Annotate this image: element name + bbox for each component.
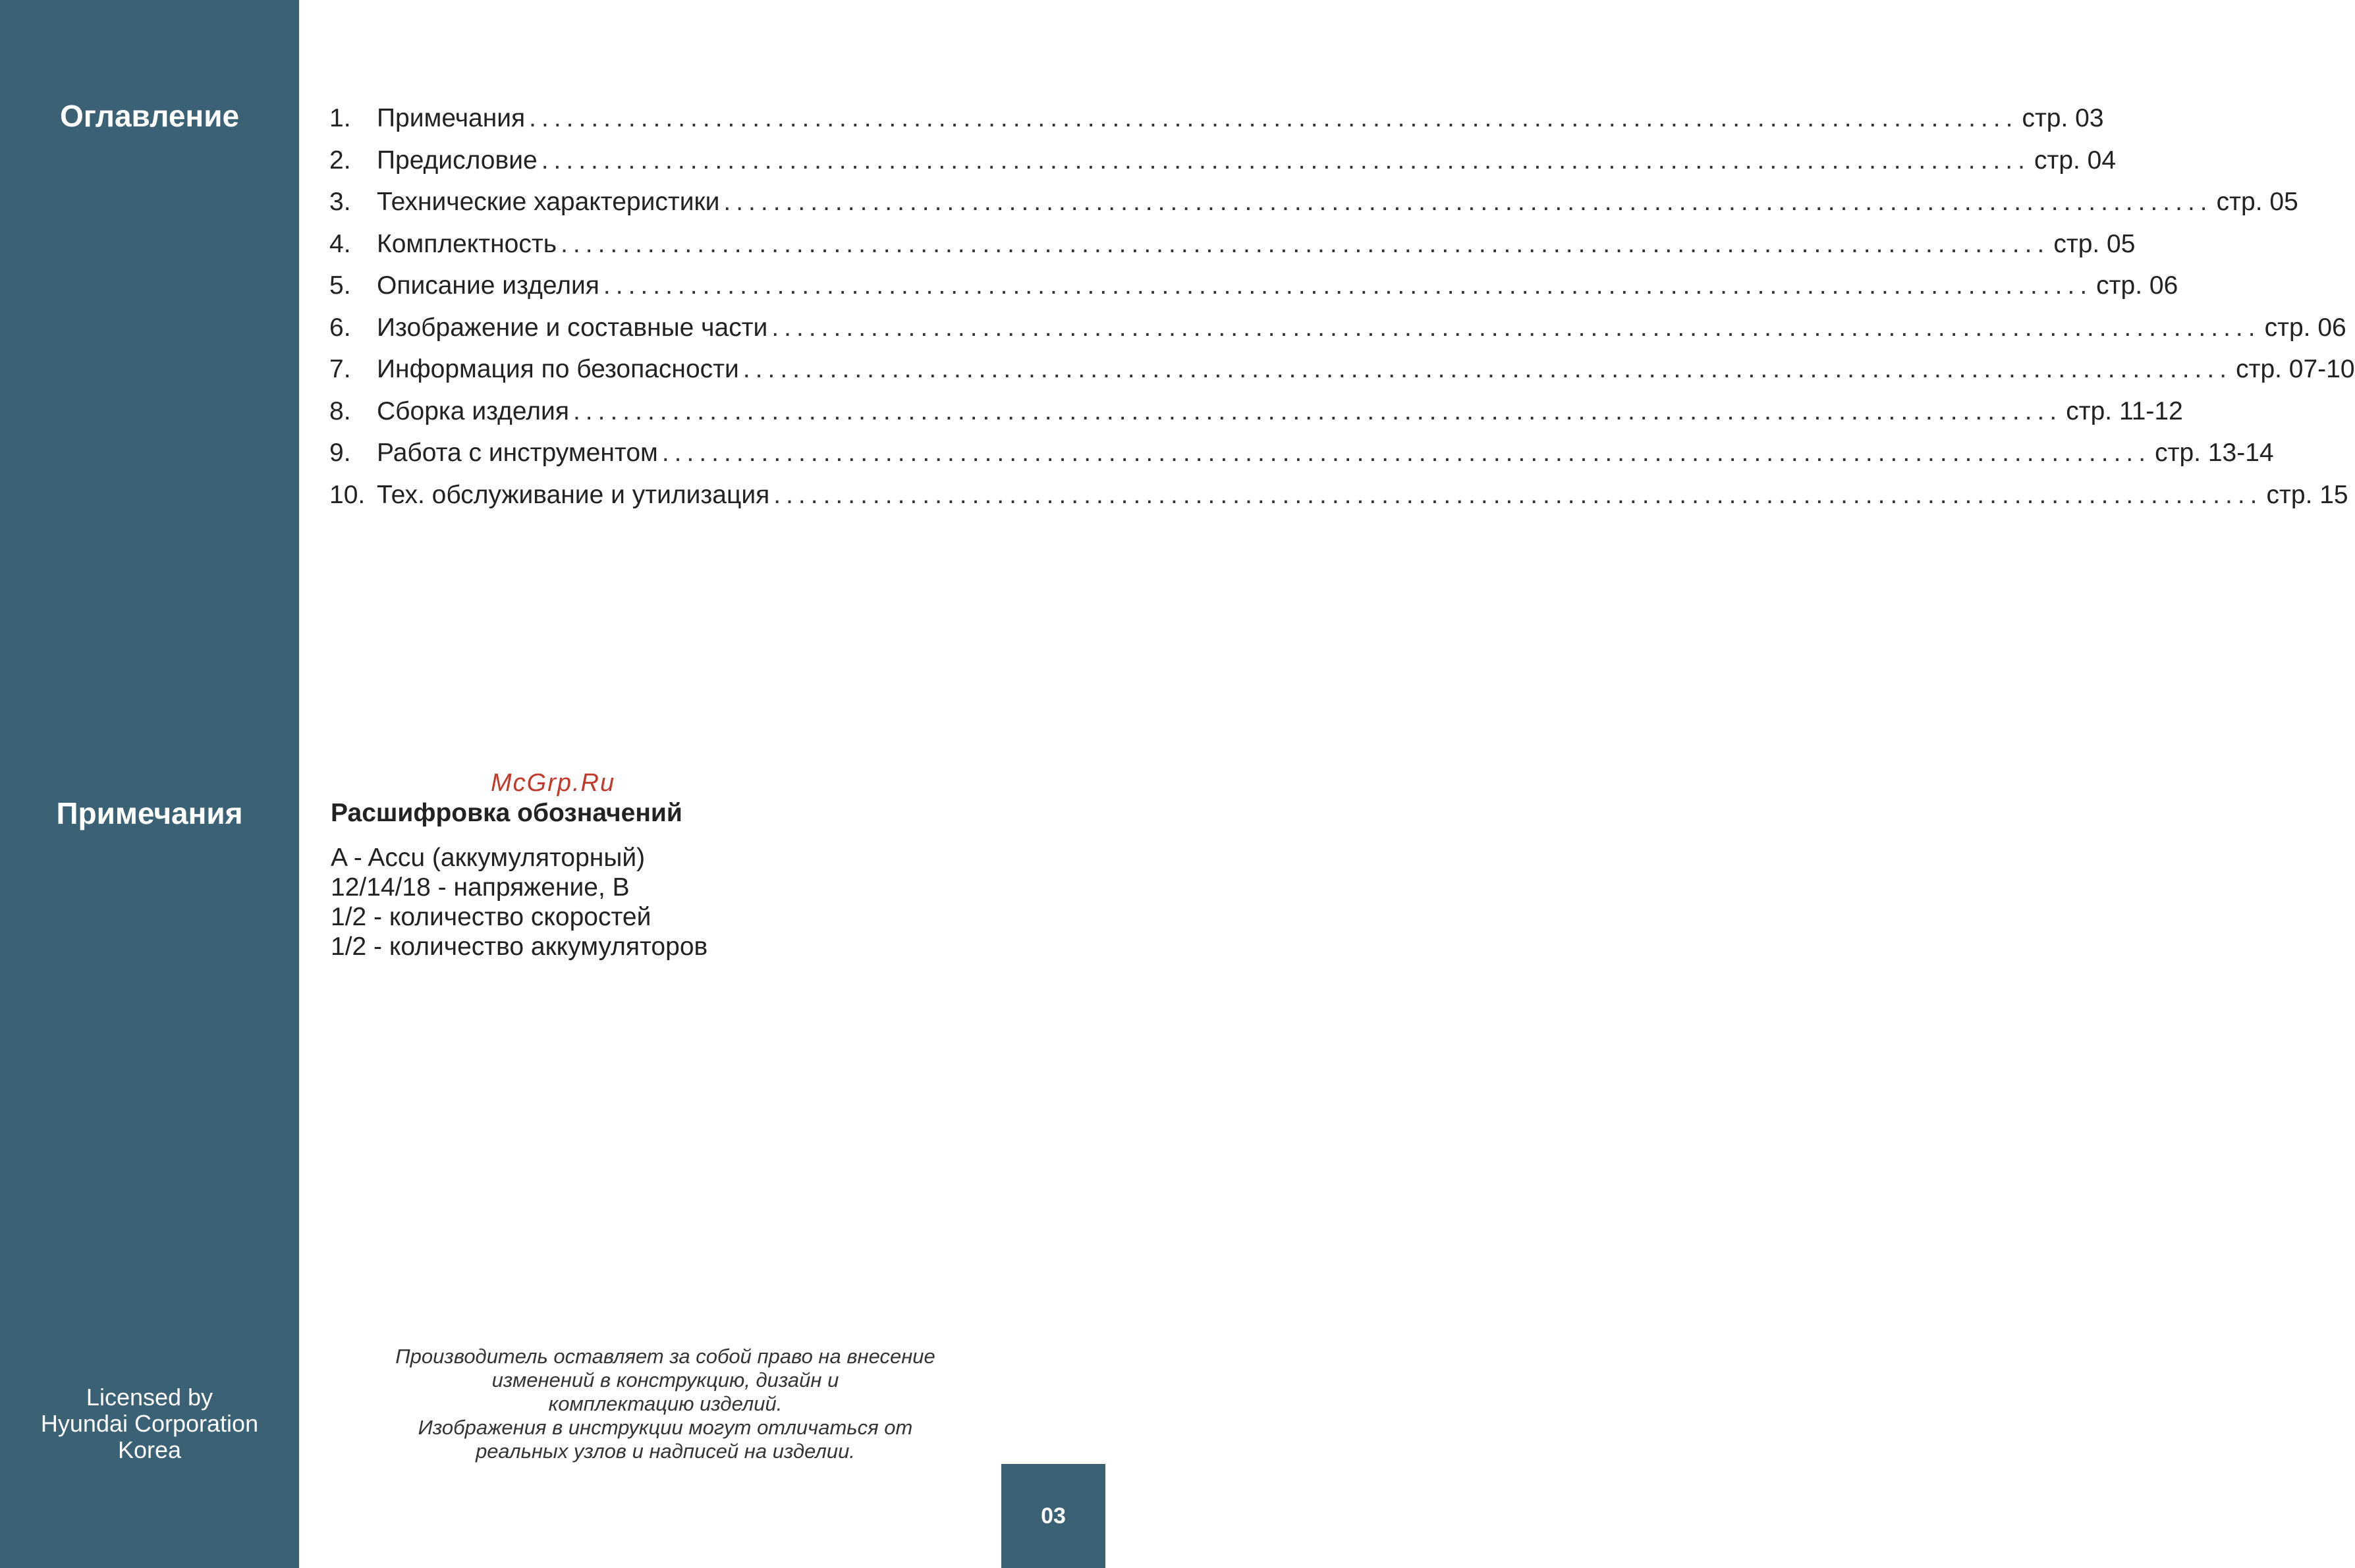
disclaimer-line: реальных узлов и надписей на изделии. [476,1440,855,1463]
toc-item-page: стр. 03 [2022,104,2104,132]
toc-item-page: стр. 11-12 [2066,396,2183,425]
toc-item-title: Описание изделия [377,271,599,300]
license-block [0,1384,299,1463]
toc-item-number: 3. [329,188,351,216]
toc-item-page: стр. 06 [2096,271,2178,300]
notes-line: 1/2 - количество аккумуляторов [331,933,708,961]
toc-item-title: Комплектность [377,229,557,258]
notes-line: 1/2 - количество скоростей [331,903,651,931]
toc-item-title: Изображение и составные части [377,313,768,342]
toc-item-number: 4. [329,229,351,258]
toc-item-page: стр. 05 [2053,229,2136,258]
toc-item[interactable] [329,185,2298,227]
toc-item-page: стр. 15 [2266,480,2348,509]
toc-item-number: 1. [329,104,351,132]
disclaimer-line: Изображения в инструкции могут отличаться от [418,1416,913,1439]
toc-heading: Оглавление [59,99,240,133]
notes-line: 12/14/18 - напряжение, В [331,873,630,902]
toc-leader-dots: ........................................................................................................................ [603,271,2093,300]
disclaimer [369,1345,962,1463]
toc-item-title: Примечания [377,104,526,132]
toc-item[interactable] [329,144,2117,186]
toc-item-number: 5. [329,271,351,300]
notes-subheading: Расшифровка обозначений [331,799,682,827]
toc-leader-dots: ........................................................................................................................ [771,313,2261,342]
toc-leader-dots: ........................................................................................................................ [661,439,2151,467]
toc-leader-dots: ........................................................................................................................ [773,480,2263,509]
toc-item-title: Сборка изделия [377,396,569,425]
toc-item-page: стр. 06 [2264,313,2346,342]
toc-leader-dots: ........................................................................................................................ [742,355,2232,383]
toc-item-page: стр. 04 [2034,146,2117,175]
toc-leader-dots: ........................................................................................................................ [723,188,2213,216]
toc-item[interactable] [329,269,2178,311]
disclaimer-line: Производитель оставляет за собой право на внесение [395,1345,935,1368]
toc-item-number: 9. [329,439,351,467]
toc-item-title: Информация по безопасности [377,355,739,383]
toc-item-title: Предисловие [377,146,538,175]
notes-line: A - Accu (аккумуляторный) [331,844,646,872]
toc-item-page: стр. 13-14 [2155,439,2274,467]
toc-item-title: Технические характеристики [377,188,720,216]
toc-item-number: 6. [329,313,351,342]
toc-item[interactable] [329,478,2348,520]
table-of-contents [329,101,2355,520]
toc-item[interactable] [329,394,2183,437]
license-line: Korea [117,1436,182,1463]
toc-item-title: Тех. обслуживание и утилизация [377,480,770,509]
page-number: 03 [1041,1503,1066,1528]
watermark: McGrp.Ru [491,769,616,797]
toc-item-page: стр. 07-10 [2236,355,2355,383]
toc-item[interactable] [329,311,2346,353]
toc-leader-dots: ........................................................................................................................ [572,396,2063,425]
toc-leader-dots: ........................................................................................................................ [561,229,2050,258]
toc-item-number: 7. [329,355,351,383]
toc-item[interactable] [329,227,2136,269]
toc-item-number: 10. [329,480,366,509]
toc-item-number: 2. [329,146,351,175]
toc-item[interactable] [329,436,2274,478]
sidebar [0,0,299,1568]
toc-item-title: Работа с инструментом [377,439,658,467]
notes-list [331,843,707,961]
toc-leader-dots: ........................................................................................................................ [541,146,2030,175]
toc-item-page: стр. 05 [2216,188,2298,216]
toc-item[interactable] [329,352,2355,394]
notes-heading: Примечания [56,796,243,830]
toc-item[interactable] [329,101,2104,144]
toc-item-number: 8. [329,396,351,425]
disclaimer-line: изменений в конструкцию, дизайн и [491,1368,839,1392]
license-line: Hyundai Corporation [40,1410,259,1437]
page-number-badge [1001,1464,1105,1568]
toc-leader-dots: ........................................................................................................................ [529,104,2018,132]
disclaimer-line: комплектацию изделий. [548,1392,783,1415]
license-line: Licensed by [86,1384,213,1411]
